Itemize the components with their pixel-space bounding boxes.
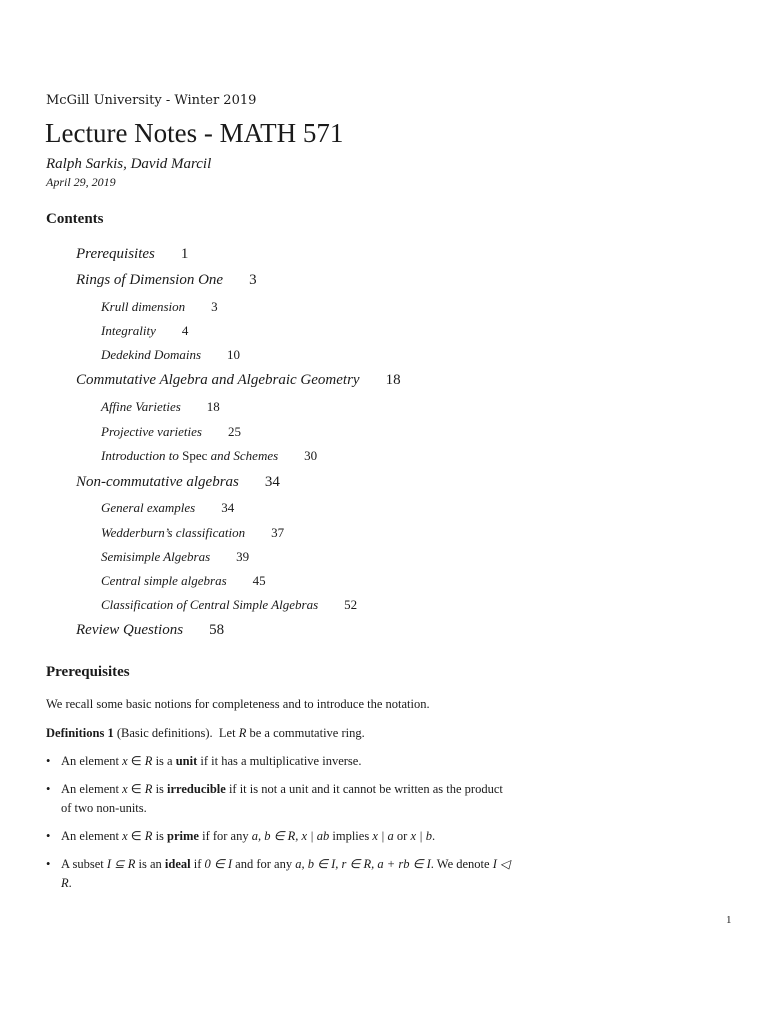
math: a, b ∈ R, x | ab — [251, 829, 330, 843]
bullet-icon: • — [46, 782, 51, 796]
toc-item[interactable] — [101, 347, 240, 363]
list-item — [46, 752, 516, 771]
text: An element — [61, 782, 123, 796]
toc-item[interactable] — [101, 597, 357, 613]
math: R — [144, 754, 153, 768]
math: ∈ — [127, 754, 145, 768]
text: An element — [61, 754, 123, 768]
toc-item[interactable] — [101, 525, 284, 541]
term: unit — [175, 754, 198, 768]
text: if it is not a unit and it cannot be written as the product of two non-units. — [61, 782, 503, 815]
toc-title: Wedderburn’s classification — [101, 525, 246, 540]
bullet-icon: • — [46, 857, 51, 871]
list-item — [46, 855, 516, 893]
toc-title: Dedekind Domains — [101, 347, 202, 362]
toc-page: 45 — [252, 573, 266, 588]
toc-title: Non-commutative algebras — [76, 474, 239, 490]
toc-title: Prerequisites — [76, 246, 155, 262]
math: R — [144, 829, 153, 843]
toc-title — [101, 448, 278, 463]
math: x — [122, 754, 128, 768]
toc-item[interactable] — [101, 424, 241, 440]
text: An element — [61, 829, 123, 843]
toc-title: Commutative Algebra and Algebraic Geometry — [76, 372, 360, 388]
toc-title: Integrality — [101, 323, 156, 338]
bullet-icon: • — [46, 754, 51, 768]
toc-item[interactable] — [101, 323, 188, 339]
toc-page: 18 — [206, 399, 220, 414]
toc-item[interactable] — [101, 500, 234, 516]
toc-page: 3 — [211, 299, 218, 314]
university-line: McGill University - Winter 2019 — [46, 93, 257, 108]
section-heading: Prerequisites — [46, 664, 130, 680]
toc-title: Projective varieties — [101, 424, 202, 439]
math: I ⊆ R — [106, 857, 136, 871]
toc-page: 10 — [227, 347, 241, 362]
toc-page: 4 — [181, 323, 189, 338]
toc-title-spec: Spec — [182, 448, 208, 463]
toc-title: Classification of Central Simple Algebras — [101, 597, 319, 612]
toc-page: 25 — [227, 424, 241, 439]
math: x — [122, 782, 128, 796]
bullet-icon: • — [46, 829, 51, 843]
toc-title: General examples — [101, 500, 196, 515]
text: . We denote — [430, 857, 493, 871]
text: is — [152, 782, 168, 796]
authors: Ralph Sarkis, David Marcil — [46, 156, 212, 172]
toc-title: Krull dimension — [101, 299, 186, 314]
toc-item[interactable] — [76, 474, 280, 491]
toc-item[interactable] — [76, 272, 257, 289]
math: x | a — [372, 829, 394, 843]
text: implies — [329, 829, 373, 843]
term: irreducible — [167, 782, 226, 796]
math: ∈ — [127, 829, 145, 843]
toc-title-post: and Schemes — [207, 448, 279, 463]
definition-name: (Basic definitions). — [116, 726, 213, 740]
text: if — [190, 857, 205, 871]
toc-page: 18 — [385, 372, 401, 388]
text: if it has a multiplicative inverse. — [197, 754, 362, 768]
definition-var: R — [238, 726, 247, 740]
math: I ◁ R — [61, 857, 510, 890]
toc-page: 52 — [344, 597, 358, 612]
toc-page: 1 — [180, 246, 189, 262]
toc-page: 3 — [249, 272, 257, 288]
document-title: Lecture Notes - MATH 571 — [45, 118, 344, 148]
definition-rest: be a commutative ring. — [249, 726, 365, 740]
page-number: 1 — [726, 914, 732, 926]
toc-title: Rings of Dimension One — [76, 272, 224, 288]
toc-item[interactable] — [101, 549, 249, 565]
math: 0 ∈ I — [204, 857, 233, 871]
toc-page: 58 — [209, 622, 225, 638]
toc-page: 39 — [236, 549, 250, 564]
math: a, b ∈ I, r ∈ R, a + rb ∈ I — [295, 857, 431, 871]
toc-item[interactable] — [76, 246, 188, 263]
math: R — [144, 782, 153, 796]
toc-item[interactable] — [101, 573, 266, 589]
text: is an — [135, 857, 165, 871]
list-item — [46, 827, 516, 846]
definition-text: Let — [218, 726, 236, 740]
toc-title: Semisimple Algebras — [101, 549, 211, 564]
text: and for any — [232, 857, 296, 871]
toc-item[interactable] — [76, 372, 401, 389]
toc-item[interactable] — [101, 399, 220, 415]
text: . — [68, 876, 72, 890]
list-item — [46, 780, 516, 818]
toc-item[interactable] — [101, 448, 317, 464]
toc-page: 34 — [221, 500, 235, 515]
toc-page: 37 — [271, 525, 285, 540]
toc-item[interactable] — [101, 299, 218, 315]
toc-item[interactable] — [76, 622, 224, 639]
toc-title: Affine Varieties — [101, 399, 181, 414]
math: x — [122, 829, 128, 843]
contents-heading: Contents — [46, 211, 104, 227]
term: ideal — [164, 857, 191, 871]
definition-line — [46, 724, 365, 743]
text: is — [152, 829, 168, 843]
intro-paragraph: We recall some basic notions for completeness and to introduce the notation. — [46, 697, 430, 711]
text: if for any — [198, 829, 252, 843]
math: x | b — [410, 829, 432, 843]
toc-title-pre: Introduction to — [101, 448, 183, 463]
term: prime — [167, 829, 199, 843]
text: . — [431, 829, 436, 843]
definition-label: Definitions 1 — [46, 726, 114, 740]
toc-title: Review Questions — [76, 622, 184, 638]
toc-title: Central simple algebras — [101, 573, 227, 588]
text: or — [393, 829, 411, 843]
toc-page: 34 — [264, 474, 280, 490]
text: is a — [152, 754, 176, 768]
text: A subset — [61, 857, 107, 871]
toc-page: 30 — [304, 448, 318, 463]
math: ∈ — [127, 782, 145, 796]
date: April 29, 2019 — [46, 175, 116, 189]
